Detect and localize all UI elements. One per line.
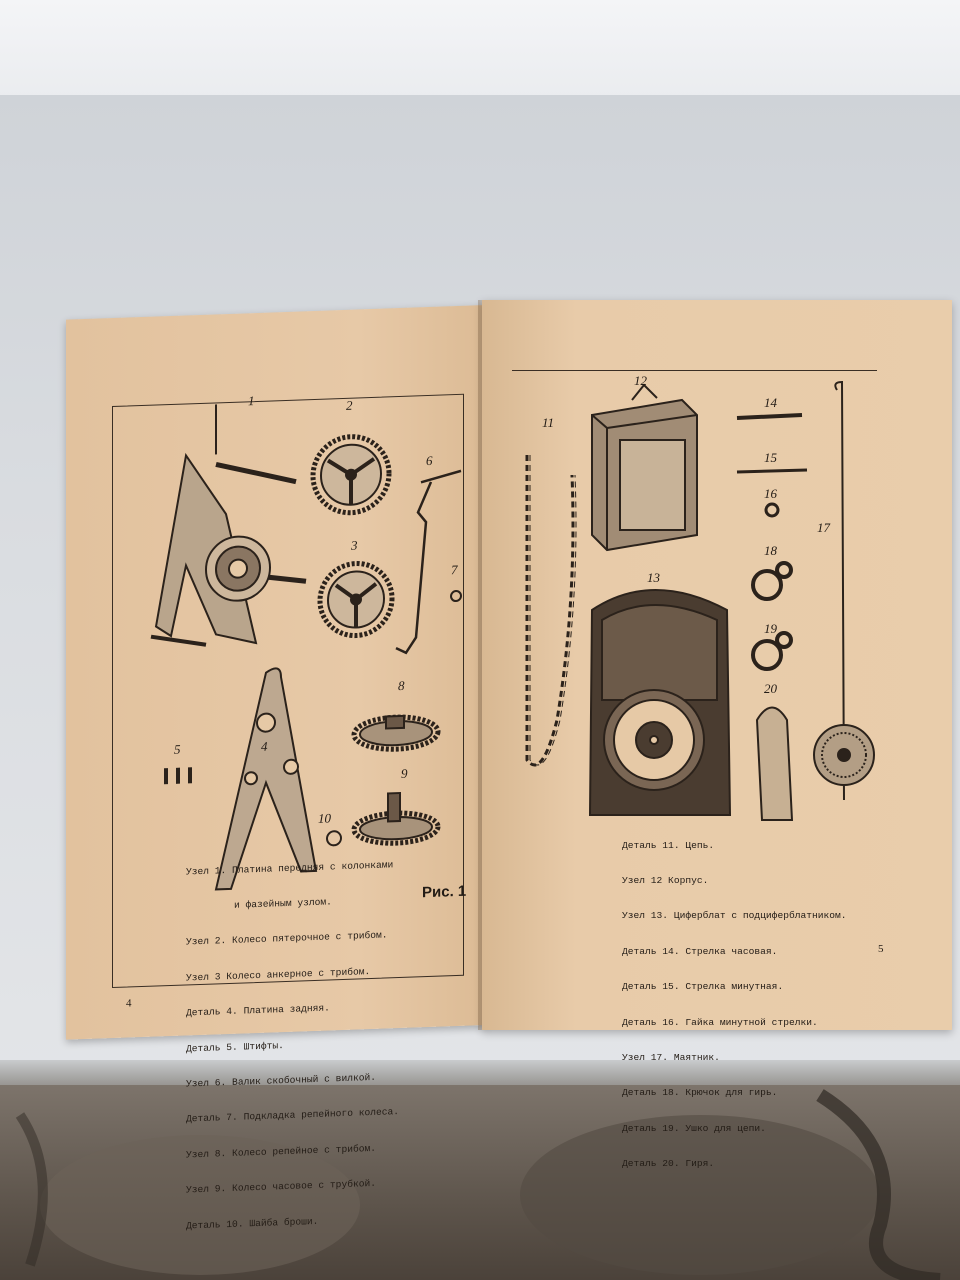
minute-hand-15-drawing bbox=[737, 470, 807, 472]
right-caption bbox=[622, 816, 847, 1194]
part-number-5: 5 bbox=[174, 741, 181, 757]
part-number-9: 9 bbox=[401, 765, 408, 781]
part-number-11: 11 bbox=[542, 415, 555, 430]
left-caption bbox=[186, 835, 399, 1255]
caption-line: Узел 6. Валик скобочный с вилкой. bbox=[186, 1071, 376, 1090]
part-number-10: 10 bbox=[318, 810, 331, 826]
figure-label: Рис. 1 bbox=[422, 882, 467, 902]
left-page bbox=[66, 305, 486, 1231]
caption-line: и фазейным узлом. bbox=[234, 896, 332, 911]
part-number-2: 2 bbox=[346, 397, 353, 413]
weight-20-drawing bbox=[757, 708, 792, 821]
washer-7-drawing bbox=[451, 591, 461, 601]
caption-line: Узел 12 Корпус. bbox=[622, 874, 709, 886]
dial-13-drawing bbox=[590, 590, 730, 815]
ring-19-drawing bbox=[753, 633, 791, 669]
part-number-3: 3 bbox=[351, 537, 358, 553]
hook-18-drawing bbox=[753, 563, 791, 599]
case-12-drawing bbox=[592, 385, 697, 550]
part-number-18: 18 bbox=[764, 543, 777, 558]
hour-hand-14-drawing bbox=[737, 415, 802, 418]
gear-3-drawing bbox=[320, 562, 392, 637]
part-number-6: 6 bbox=[426, 452, 433, 469]
caption-line: Деталь 19. Ушко для цепи. bbox=[622, 1122, 766, 1134]
part-number-20: 20 bbox=[764, 681, 777, 696]
right-page bbox=[482, 300, 952, 1170]
part-number-15: 15 bbox=[764, 450, 777, 465]
gear-8-drawing bbox=[354, 715, 438, 751]
right-page-number: 5 bbox=[878, 943, 884, 955]
pendulum-17-drawing bbox=[814, 382, 874, 800]
caption-line: Узел 9. Колесо часовое с трубкой. bbox=[186, 1177, 376, 1196]
caption-line: Узел 13. Циферблат с подциферблатником. bbox=[622, 910, 847, 922]
caption-line: Деталь 20. Гиря. bbox=[622, 1158, 715, 1170]
caption-line: Узел 2. Колесо пятерочное с трибом. bbox=[186, 929, 388, 948]
caption-line: Узел 17. Маятник. bbox=[622, 1051, 720, 1063]
nut-16-drawing bbox=[766, 504, 778, 516]
part-number-19: 19 bbox=[764, 621, 777, 636]
chain-11-drawing bbox=[527, 455, 576, 765]
part-number-8: 8 bbox=[398, 677, 405, 694]
caption-line: Деталь 11. Цепь. bbox=[622, 839, 715, 851]
part-number-16: 16 bbox=[764, 486, 777, 501]
caption-line: Узел 3 Колесо анкерное с трибом. bbox=[186, 965, 371, 984]
part-number-14: 14 bbox=[764, 395, 777, 410]
part-number-13: 13 bbox=[647, 570, 660, 585]
part-number-17: 17 bbox=[817, 520, 830, 535]
caption-line: Деталь 16. Гайка минутной стрелки. bbox=[622, 1016, 818, 1028]
caption-line: Деталь 14. Стрелка часовая. bbox=[622, 945, 778, 957]
wall bbox=[0, 0, 960, 110]
pins-5-drawing bbox=[166, 767, 190, 784]
caption-line: Деталь 5. Штифты. bbox=[186, 1039, 284, 1055]
caption-line: Узел 1. Платина передняя с колонками bbox=[186, 858, 394, 878]
caption-line: Деталь 10. Шайба броши. bbox=[186, 1215, 319, 1231]
caption-line: Деталь 18. Крючок для гирь. bbox=[622, 1087, 778, 1099]
caption-line: Деталь 7. Подкладка репейного колеса. bbox=[186, 1106, 400, 1125]
part-number-7: 7 bbox=[451, 561, 458, 578]
gear-2-drawing bbox=[313, 435, 389, 514]
caption-line: Деталь 15. Стрелка минутная. bbox=[622, 981, 784, 993]
part-number-1: 1 bbox=[248, 393, 255, 409]
left-page-number: 4 bbox=[126, 997, 132, 1010]
caption-line: Деталь 4. Платина задняя. bbox=[186, 1002, 330, 1019]
part-number-12: 12 bbox=[634, 373, 647, 388]
part-number-4: 4 bbox=[261, 738, 268, 754]
caption-line: Узел 8. Колесо репейное с трибом. bbox=[186, 1142, 376, 1161]
